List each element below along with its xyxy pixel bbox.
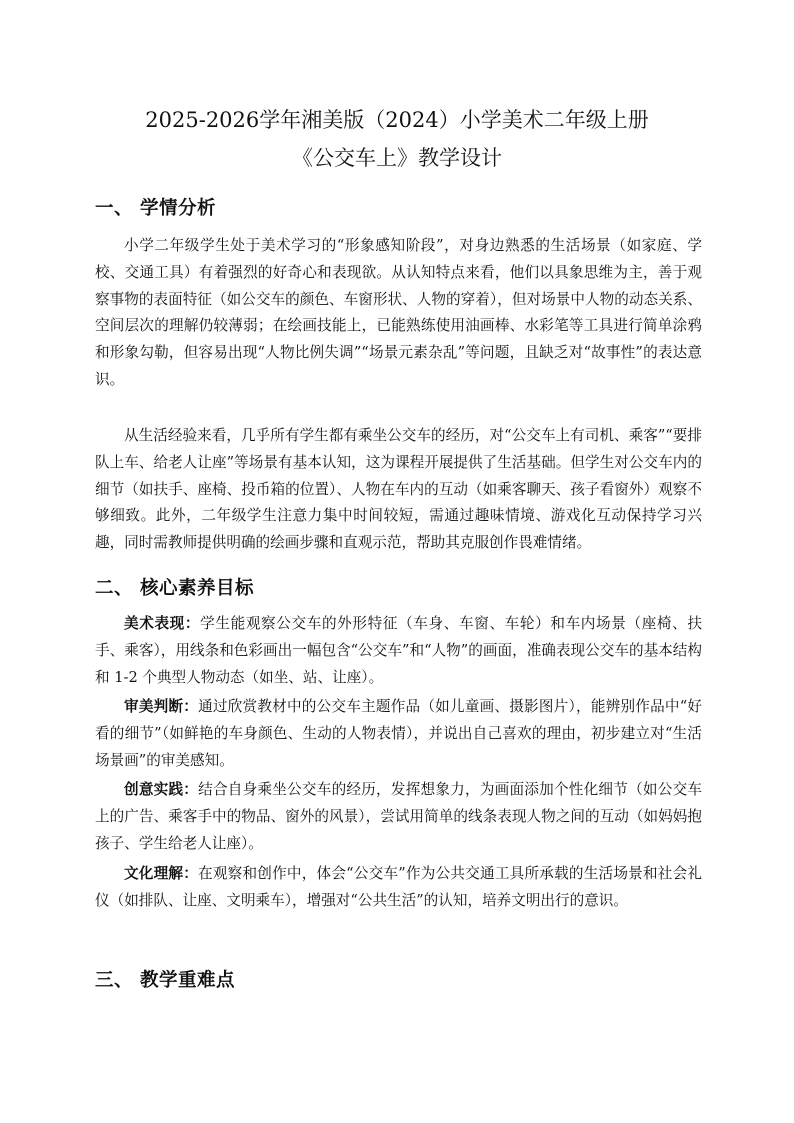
section-heading-learning-analysis: 一、 学情分析: [95, 198, 216, 219]
paragraph-text: 从生活经验来看，几乎所有学生都有乘坐公交车的经历，对“公交车上有司机、乘客”“要排队上车、给老人让座”等场景有基本认知，这为课程开展提供了生活基础。但学生对公交车内的细节（如扶手、座椅、投币箱的位置）、人物在车内的互动（如乘客聊天、孩子看窗外）观察不够细致。此外，二年级学生注意力集中时间较短，需通过趣味情境、游戏化互动保持学习兴趣，同时需教师提供明确的绘画步骤和直观示范，帮助其克服创作畏难情绪。: [95, 427, 702, 552]
paragraph-lead: 审美判断：: [124, 698, 199, 715]
paragraph-aesthetic-judgment: [95, 694, 702, 774]
paragraph-lead: 美术表现：: [124, 615, 201, 632]
paragraph-text: 结合自身乘坐公交车的经历，发挥想象力，为画面添加个性化细节（如公交车上的广告、乘客手中的物品、窗外的风景），尝试用简单的线条表现人物之间的互动（如妈妈抱孩子、学生给老人让座）。: [95, 781, 702, 852]
paragraph-learning-analysis-1: [95, 233, 702, 394]
paragraph-lead: 创意实践：: [124, 781, 199, 798]
section-heading-core-literacy-goals: 二、 核心素养目标: [95, 578, 254, 599]
paragraph-creative-practice: [95, 777, 702, 857]
document-title-line-2: 《公交车上》教学设计: [292, 146, 502, 170]
paragraph-text: 通过欣赏教材中的公交车主题作品（如儿童画、摄影图片），能辨别作品中“好看的细节”（如鲜艳的车身颜色、生动的人物表情），并说出自己喜欢的理由，初步建立对“生活场景画”的审美感知。: [95, 698, 702, 769]
paragraph-learning-analysis-2: [95, 423, 702, 557]
paragraph-art-expression: [95, 611, 702, 691]
paragraph-text: 小学二年级学生处于美术学习的“形象感知阶段”，对身边熟悉的生活场景（如家庭、学校、交通工具）有着强烈的好奇心和表现欲。从认知特点来看，他们以具象思维为主，善于观察事物的表面特征（如公交车的颜色、车窗形状、人物的穿着），但对场景中人物的动态关系、空间层次的理解仍较薄弱；在绘画技能上，已能熟练使用油画棒、水彩笔等工具进行简单涂鸦和形象勾勒，但容易出现“人物比例失调”“场景元素杂乱”等问题，且缺乏对“故事性”的表达意识。: [95, 237, 702, 388]
paragraph-lead: 文化理解：: [124, 865, 199, 882]
paragraph-text: 学生能观察公交车的外形特征（车身、车窗、车轮）和车内场景（座椅、扶手、乘客），用线条和色彩画出一幅包含“公交车”和“人物”的画面，准确表现公交车的基本结构和 1-2 个典型人物动态（如坐、站、让座）。: [95, 615, 702, 686]
section-heading-key-difficulties: 三、 教学重难点: [95, 970, 235, 991]
paragraph-text: 在观察和创作中，体会“公交车”作为公共交通工具所承载的生活场景和社会礼仪（如排队、让座、文明乘车），增强对“公共生活”的认知，培养文明出行的意识。: [95, 865, 702, 909]
document-title-line-1: 2025-2026学年湘美版（2024）小学美术二年级上册: [145, 108, 649, 132]
paragraph-cultural-understanding: [95, 861, 702, 915]
